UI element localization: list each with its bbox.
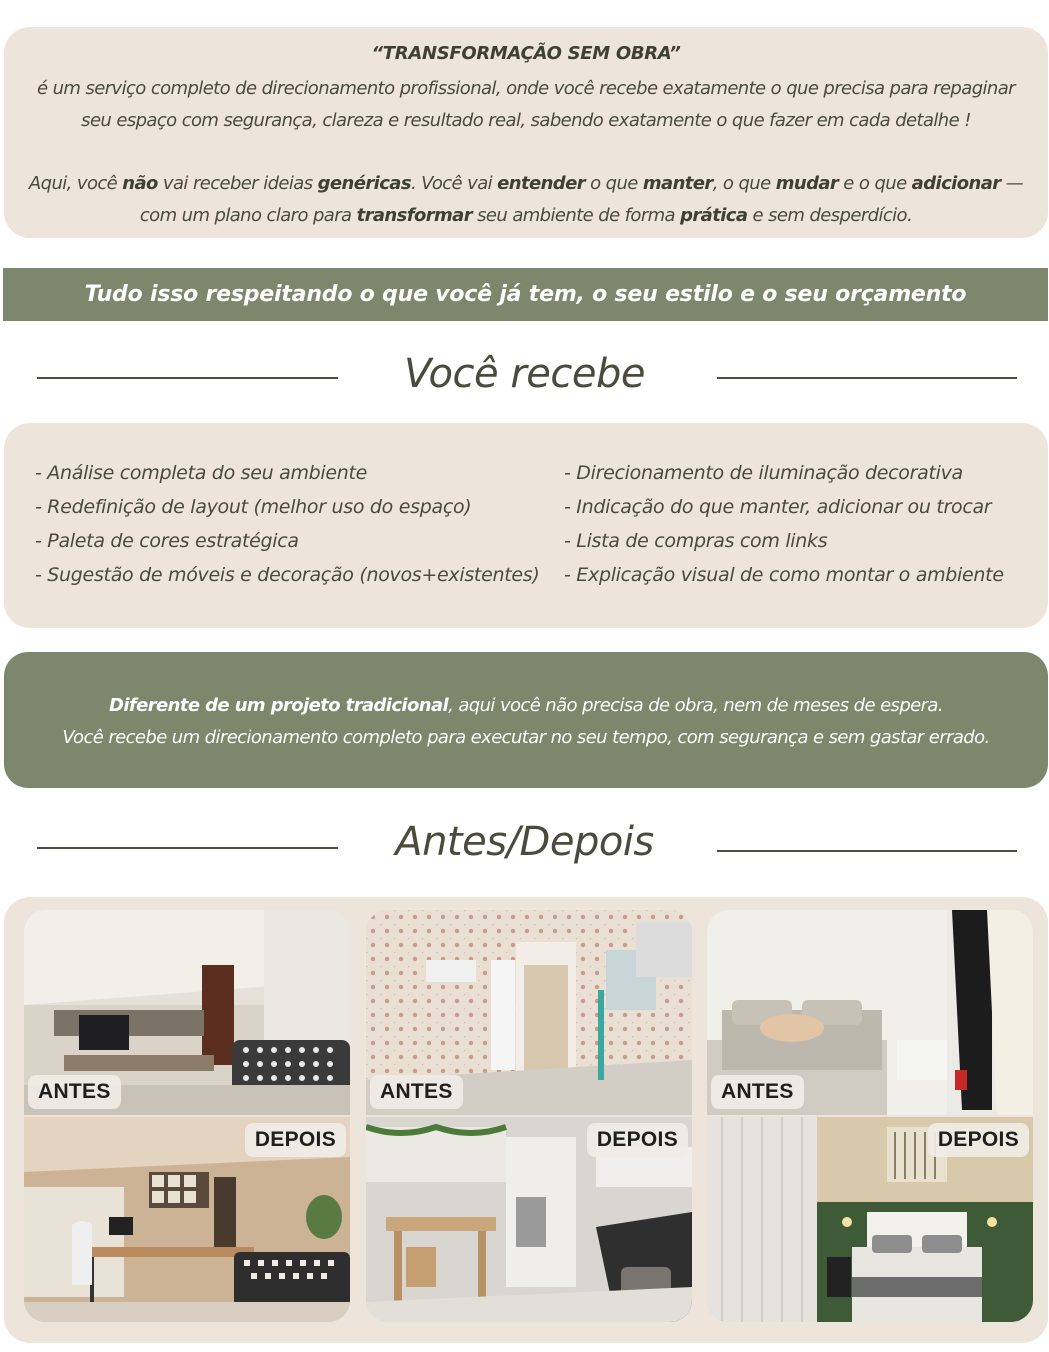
- intro-emphasis: transformar: [356, 205, 473, 226]
- after-photo: [707, 1117, 1033, 1322]
- benefits-box: [4, 423, 1048, 628]
- before-photo: [366, 910, 692, 1115]
- intro-title: “TRANSFORMAÇÃO SEM OBRA”: [371, 43, 681, 64]
- before-label: ANTES: [711, 1075, 804, 1109]
- benefit-item: - Sugestão de móveis e decoração (novos+existentes): [35, 564, 540, 586]
- benefits-column-left: [35, 456, 539, 592]
- intro-text: e sem desperdício.: [747, 205, 913, 226]
- intro-text: Aqui, você: [28, 173, 123, 194]
- after-photo: [366, 1117, 692, 1322]
- divider-line-right: [717, 377, 1017, 379]
- benefit-item: - Paleta de cores estratégica: [35, 530, 299, 552]
- before-after-gallery: [4, 897, 1048, 1343]
- before-photo: [24, 910, 350, 1115]
- intro-text: . Você vai: [410, 173, 498, 194]
- before-photo: [707, 910, 1033, 1115]
- before-label: ANTES: [370, 1075, 463, 1109]
- before-after-card-kitchen: [366, 910, 692, 1322]
- banner-text: Tudo isso respeitando o que você já tem, o seu estilo e o seu orçamento: [84, 282, 967, 307]
- intro-box: [4, 27, 1048, 238]
- benefit-item: - Redefinição de layout (melhor uso do espaço): [35, 496, 472, 518]
- before-after-card-bedroom: [707, 910, 1033, 1322]
- intro-emphasis: mudar: [775, 173, 839, 194]
- benefit-item: - Indicação do que manter, adicionar ou trocar: [564, 496, 992, 518]
- benefits-column-right: [564, 456, 1004, 592]
- intro-emphasis: não: [122, 173, 158, 194]
- section-heading-voce-recebe: [0, 345, 1049, 405]
- after-label: DEPOIS: [587, 1123, 688, 1157]
- intro-text: vai receber ideias: [157, 173, 318, 194]
- intro-emphasis: genéricas: [317, 173, 411, 194]
- section-title: Você recebe: [404, 351, 645, 397]
- difference-emphasis: Diferente de um projeto tradicional: [109, 695, 449, 716]
- highlight-banner: [3, 268, 1048, 321]
- section-heading-antes-depois: [0, 813, 1049, 873]
- difference-line-2: Você recebe um direcionamento completo para executar no seu tempo, com segurança e sem gastar errado.: [62, 727, 990, 748]
- intro-text: , o que: [712, 173, 776, 194]
- after-photo: [24, 1117, 350, 1322]
- before-label: ANTES: [28, 1075, 121, 1109]
- benefit-item: - Análise completa do seu ambiente: [35, 462, 368, 484]
- difference-line-1: [4, 695, 1048, 716]
- intro-lead: é um serviço completo de direcionamento profissional, onde você recebe exatamente o que precisa para repaginar seu espaço com segurança, clareza e resultado real, sabendo exatamente o que fazer em cada detalhe !: [37, 78, 1015, 131]
- intro-text: seu ambiente de forma: [472, 205, 681, 226]
- benefit-item: - Lista de compras com links: [564, 530, 828, 552]
- intro-text: e o que: [838, 173, 912, 194]
- intro-emphasis: prática: [680, 205, 748, 226]
- intro-text: o que: [584, 173, 643, 194]
- difference-text: , aqui você não precisa de obra, nem de meses de espera.: [448, 695, 943, 716]
- intro-emphasis: manter: [642, 173, 713, 194]
- divider-line-right: [717, 850, 1017, 852]
- benefit-item: - Explicação visual de como montar o ambiente: [564, 564, 1004, 586]
- section-title: Antes/Depois: [395, 819, 654, 865]
- intro-paragraph: [24, 168, 1028, 232]
- after-label: DEPOIS: [928, 1123, 1029, 1157]
- before-after-card-office: [24, 910, 350, 1322]
- intro-text: — com um plano claro para: [139, 173, 1024, 226]
- difference-box: [4, 652, 1048, 788]
- intro-emphasis: adicionar: [911, 173, 1001, 194]
- intro-emphasis: entender: [497, 173, 585, 194]
- benefit-item: - Direcionamento de iluminação decorativa: [564, 462, 963, 484]
- after-label: DEPOIS: [245, 1123, 346, 1157]
